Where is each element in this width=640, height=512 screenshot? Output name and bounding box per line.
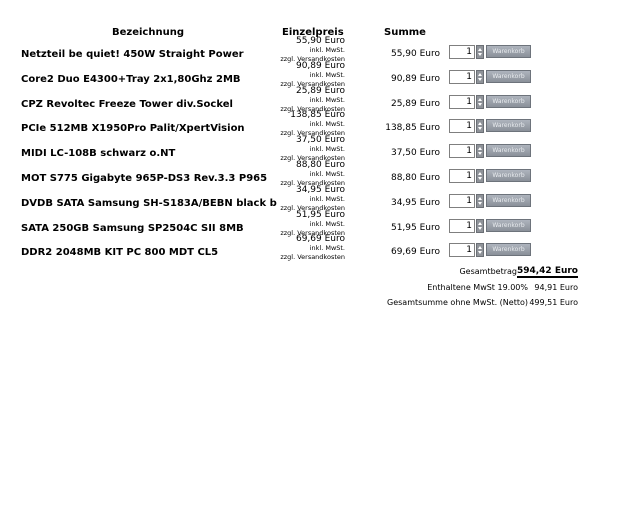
quantity-input[interactable]: 1 [449,144,475,158]
shipping-note: zzgl. Versandkosten [280,55,345,63]
quantity-input[interactable]: 1 [449,119,475,133]
stepper-up-icon[interactable] [478,122,482,125]
tax-note: inkl. MwSt. [309,194,345,203]
row-sum: 55,90 Euro [390,49,440,59]
mwst-label: Enthaltene MwSt 19.00% [427,283,528,292]
stepper-down-icon[interactable] [478,78,482,81]
stepper-up-icon[interactable] [478,172,482,175]
unit-price-block [280,37,345,64]
add-to-cart-button[interactable]: Warenkorb [486,169,531,182]
stepper-down-icon[interactable] [478,127,482,130]
add-to-cart-button[interactable]: Warenkorb [486,144,531,157]
stepper-up-icon[interactable] [478,98,482,101]
unit-price-block [280,62,345,89]
quantity-input[interactable]: 1 [449,45,475,59]
tax-note: inkl. MwSt. [309,170,345,178]
product-name: Core2 Duo E4300+Tray 2x1,80Ghz 2MB [21,73,241,85]
add-to-cart-button[interactable]: Warenkorb [486,219,531,232]
unit-price: 25,89 Euro [295,85,345,96]
unit-price: 138,85 Euro [290,110,345,121]
quantity-input[interactable]: 1 [449,70,475,84]
row-sum: 90,89 Euro [390,73,440,84]
column-header-bezeichnung: Bezeichnung [112,27,184,38]
cart-row [0,234,640,265]
shipping-note: zzgl. Versandkosten [280,104,345,113]
product-name: MOT S775 Gigabyte 965P-DS3 Rev.3.3 P965 [21,173,268,184]
shipping-note: zzgl. Versandkosten [280,79,345,88]
unit-price-block [280,235,345,262]
tax-note: inkl. MwSt. [309,145,345,154]
unit-price: 69,69 Euro [295,234,345,245]
quantity-stepper[interactable] [476,95,484,109]
unit-price: 37,50 Euro [295,135,345,146]
stepper-down-icon[interactable] [478,53,482,56]
product-name: MIDI LC-108B schwarz o.NT [21,148,176,160]
product-name: Netzteil be quiet! 450W Straight Power [21,49,244,60]
tax-note: inkl. MwSt. [309,95,345,104]
add-to-cart-button[interactable]: Warenkorb [486,194,531,207]
stepper-down-icon[interactable] [478,152,482,155]
row-sum: 25,89 Euro [390,98,440,109]
quantity-input[interactable]: 1 [449,219,475,233]
shipping-note: zzgl. Versandkosten [280,253,345,262]
stepper-up-icon[interactable] [478,246,482,249]
row-sum: 34,95 Euro [390,197,440,208]
add-to-cart-button[interactable]: Warenkorb [486,95,531,108]
shipping-note: zzgl. Versandkosten [280,203,345,212]
netto-value: 499,51 Euro [529,298,578,307]
shipping-note: zzgl. Versandkosten [280,154,345,163]
add-to-cart-button[interactable]: Warenkorb [486,243,531,256]
quantity-stepper[interactable] [476,119,484,133]
stepper-up-icon[interactable] [478,73,482,76]
tax-note: inkl. MwSt. [309,244,345,253]
add-to-cart-button[interactable]: Warenkorb [486,70,531,83]
row-sum: 69,69 Euro [390,247,440,258]
gesamtbetrag-label: Gesamtbetrag [459,267,517,276]
quantity-input[interactable]: 1 [449,95,475,109]
unit-price: 34,95 Euro [295,184,345,195]
add-to-cart-button[interactable]: Warenkorb [486,119,531,132]
unit-price: 90,89 Euro [295,60,345,71]
stepper-up-icon[interactable] [478,48,482,51]
product-name: DDR2 2048MB KIT PC 800 MDT CL5 [21,247,219,259]
netto-label: Gesamtsumme ohne MwSt. (Netto) [387,298,528,307]
quantity-stepper[interactable] [476,45,484,59]
tax-note: inkl. MwSt. [309,70,345,79]
shipping-note: zzgl. Versandkosten [280,179,345,187]
quantity-stepper[interactable] [476,70,484,84]
quantity-stepper[interactable] [476,194,484,208]
quantity-stepper[interactable] [476,219,484,233]
quantity-input[interactable]: 1 [449,194,475,208]
add-to-cart-button[interactable]: Warenkorb [486,45,531,58]
quantity-input[interactable]: 1 [449,243,475,257]
stepper-up-icon[interactable] [478,197,482,200]
stepper-down-icon[interactable] [478,103,482,106]
unit-price-block [280,161,345,188]
tax-note: inkl. MwSt. [309,120,345,129]
stepper-up-icon[interactable] [478,222,482,225]
product-name: DVDB SATA Samsung SH-S183A/BEBN black b [21,197,277,209]
tax-note: inkl. MwSt. [309,219,345,228]
row-sum: 51,95 Euro [390,222,440,233]
product-name: SATA 250GB Samsung SP2504C SII 8MB [21,222,244,234]
unit-price: 88,80 Euro [295,160,345,170]
stepper-down-icon[interactable] [478,251,482,254]
quantity-input[interactable]: 1 [449,169,475,183]
product-name: CPZ Revoltec Freeze Tower div.Sockel [21,98,233,110]
stepper-down-icon[interactable] [478,227,482,230]
row-sum: 37,50 Euro [390,148,440,159]
product-name: PCIe 512MB X1950Pro Palit/XpertVision [21,123,245,135]
stepper-down-icon[interactable] [478,202,482,205]
stepper-down-icon[interactable] [478,177,482,180]
tax-note: inkl. MwSt. [309,46,345,54]
quantity-stepper[interactable] [476,144,484,158]
quantity-stepper[interactable] [476,169,484,183]
shipping-note: zzgl. Versandkosten [280,129,345,138]
row-sum: 88,80 Euro [390,173,440,183]
unit-price: 51,95 Euro [295,209,345,220]
gesamtbetrag-value: 594,42 Euro [516,266,578,276]
unit-price: 55,90 Euro [295,36,345,46]
stepper-up-icon[interactable] [478,147,482,150]
column-header-einzelpreis: Einzelpreis [282,27,344,38]
row-sum: 138,85 Euro [385,123,440,134]
mwst-value: 94,91 Euro [534,283,578,292]
unit-price-block [280,186,345,213]
quantity-stepper[interactable] [476,243,484,257]
column-header-summe: Summe [384,27,426,38]
shipping-note: zzgl. Versandkosten [280,228,345,237]
